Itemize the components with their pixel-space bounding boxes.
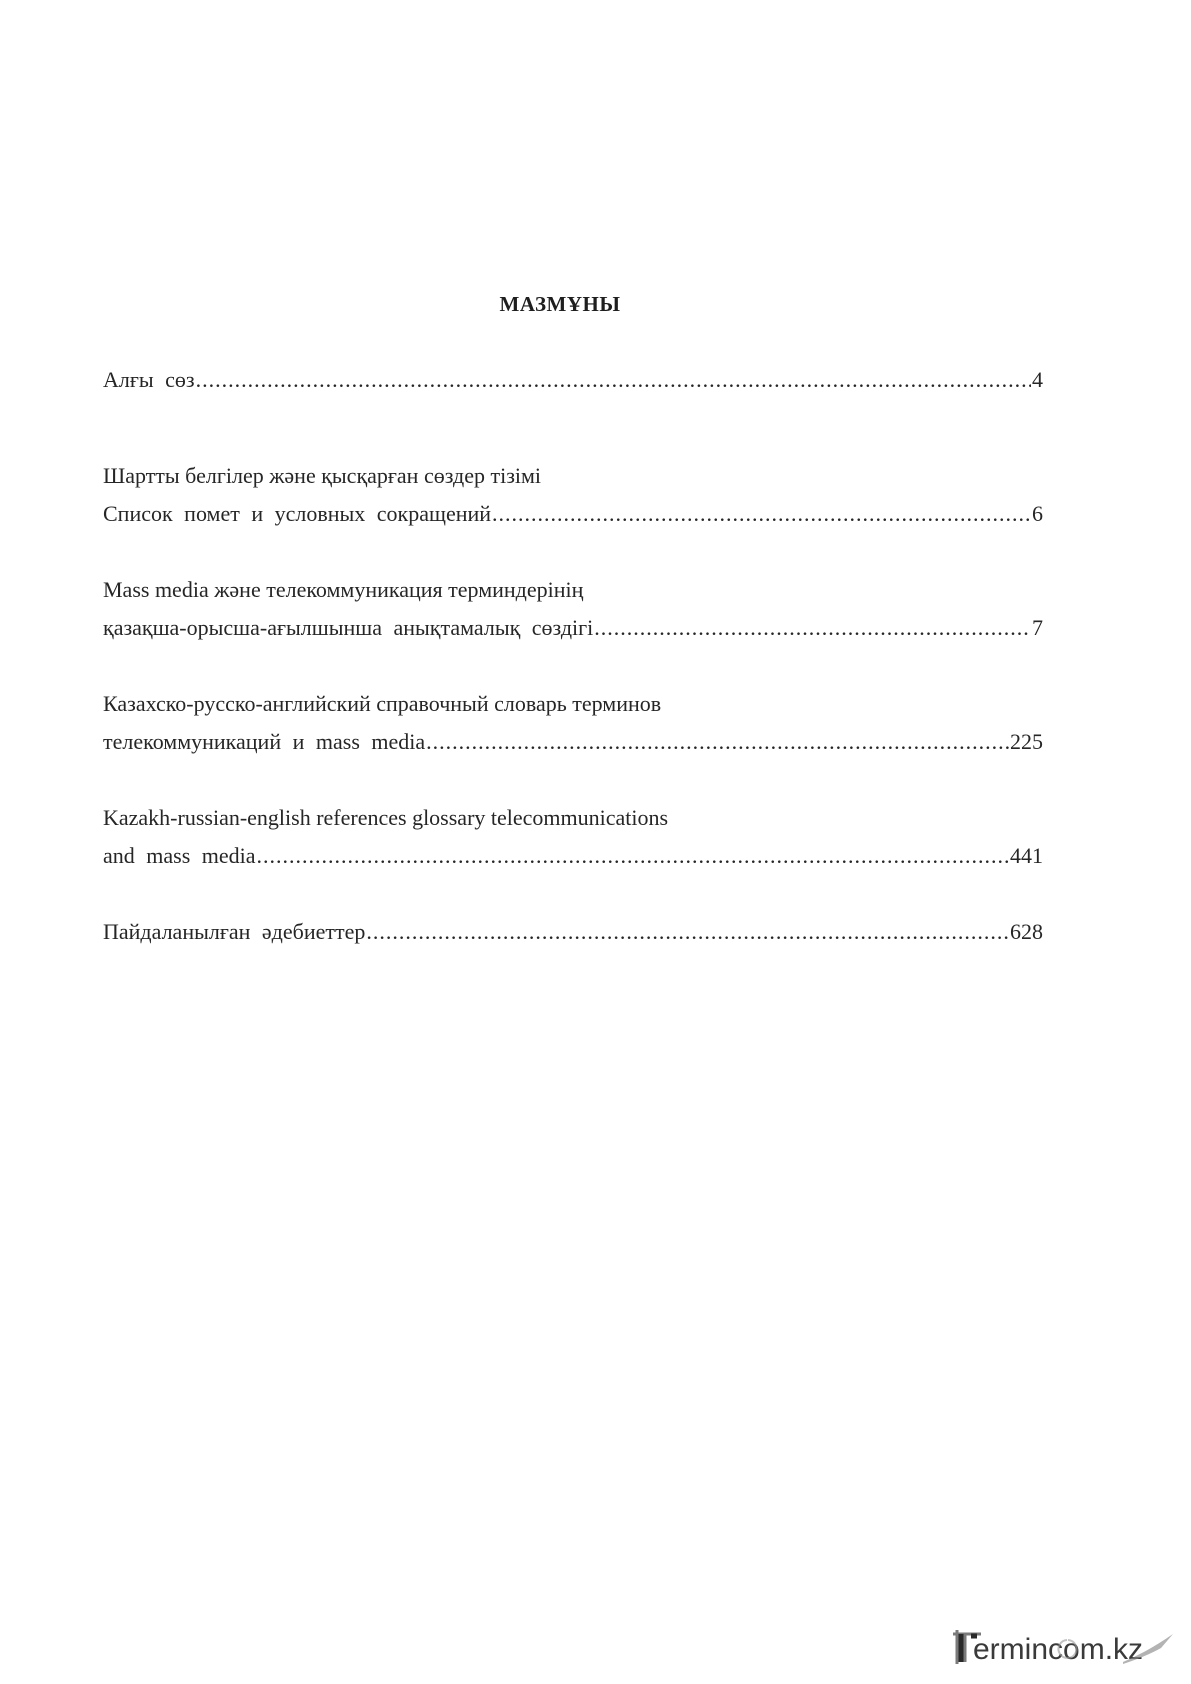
toc-entry-title-line: Mass media және телекоммуникация терминдерінің: [103, 577, 584, 602]
toc-entry-line: [103, 609, 1043, 647]
toc-entry-line: [103, 361, 1043, 399]
termincom-watermark: [947, 1626, 1177, 1670]
dot-leader: [257, 837, 1009, 875]
toc-entry-title-line: Шартты белгілер және қысқарған сөздер тізімі: [103, 463, 542, 488]
toc-entry-foreword[interactable]: [103, 361, 1043, 399]
toc-entry-title: қазақша-орысша-ағылшынша анықтамалық сөздігі: [103, 615, 594, 640]
toc-entry-title: телекоммуникаций и mass media: [103, 729, 426, 754]
toc-entry-russian-dictionary[interactable]: [103, 685, 1043, 761]
toc-entry-references[interactable]: [103, 913, 1043, 951]
toc-entry-line: [103, 913, 1043, 951]
toc-page-number: 4: [1032, 367, 1043, 392]
toc-entry-english-glossary[interactable]: [103, 799, 1043, 875]
toc-entry-title: and mass media: [103, 843, 256, 868]
termincom-logo-icon: [947, 1626, 1177, 1670]
toc-entry-title: Алғы сөз: [103, 367, 195, 392]
toc-page-number: 628: [1010, 919, 1043, 944]
toc-entry-title-line: Kazakh-russian-english references glossary telecommunications: [103, 805, 669, 830]
toc-entry-abbreviations[interactable]: [103, 457, 1043, 533]
toc-page-number: 6: [1032, 501, 1043, 526]
toc-page-number: 441: [1010, 843, 1043, 868]
toc-entry-title-line: Казахско-русско-английский справочный словарь терминов: [103, 691, 662, 716]
toc-page-number: 225: [1010, 729, 1043, 754]
toc-entry-title: Список помет и условных сокращений: [103, 501, 492, 526]
dot-leader: [594, 609, 1031, 647]
svg-text:ermincom.kz: ermincom.kz: [973, 1633, 1144, 1666]
toc-entry-line: [103, 837, 1043, 875]
toc-entry-title: Пайдаланылған әдебиеттер: [103, 919, 366, 944]
dot-leader: [426, 723, 1009, 761]
dot-leader: [366, 913, 1009, 951]
toc-entry-line: [103, 723, 1043, 761]
toc-page-number: 7: [1032, 615, 1043, 640]
toc-entry-kazakh-dictionary[interactable]: [103, 571, 1043, 647]
page-title: МАЗМҰНЫ: [499, 292, 621, 316]
dot-leader: [492, 495, 1031, 533]
toc-entry-line: [103, 495, 1043, 533]
dot-leader: [196, 361, 1031, 399]
